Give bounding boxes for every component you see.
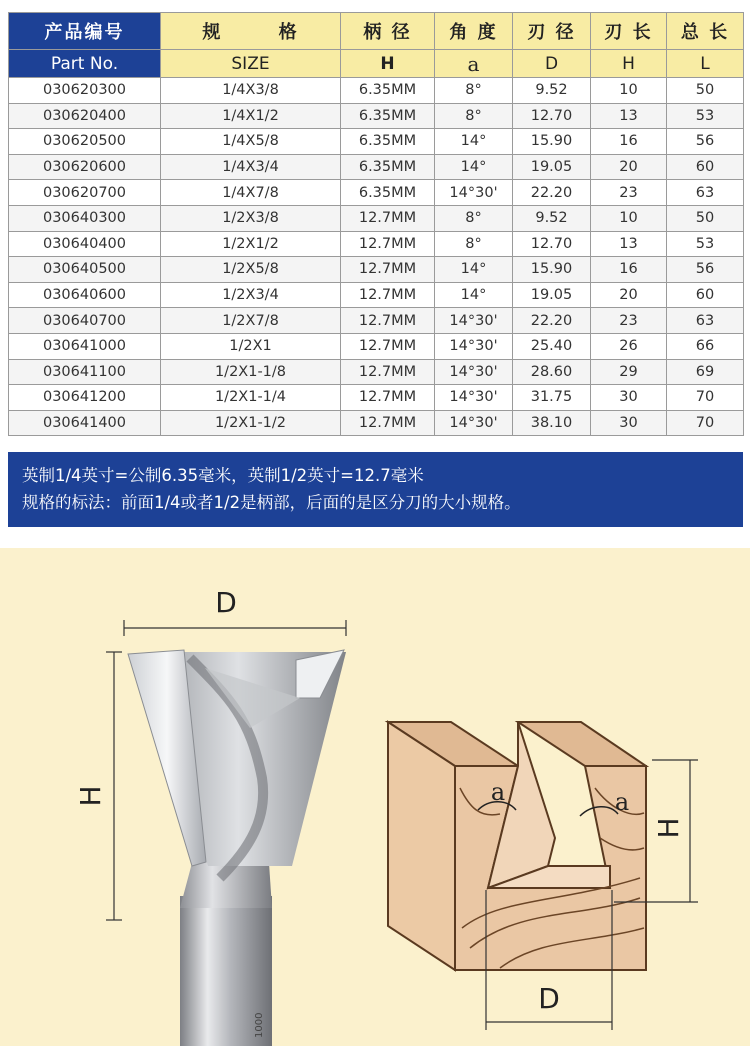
header-cut-diameter: 刃 径 — [513, 13, 591, 50]
illustration-panel — [0, 548, 750, 1046]
header-row — [9, 13, 744, 50]
table-cell: 14°30' — [435, 180, 513, 206]
subheader-angle: a — [435, 50, 513, 78]
table-cell: 12.7MM — [341, 205, 435, 231]
table-cell: 9.52 — [513, 78, 591, 104]
table-cell: 6.35MM — [341, 154, 435, 180]
table-cell: 1/2X1 — [161, 333, 341, 359]
table-cell: 10 — [591, 205, 667, 231]
table-cell: 1/2X3/4 — [161, 282, 341, 308]
table-row — [9, 205, 744, 231]
table-cell: 20 — [591, 282, 667, 308]
table-cell: 14°30' — [435, 359, 513, 385]
table-cell: 6.35MM — [341, 78, 435, 104]
table-cell: 6.35MM — [341, 180, 435, 206]
table-cell: 030641400 — [9, 410, 161, 436]
table-row — [9, 359, 744, 385]
header-overall-length: 总 长 — [667, 13, 744, 50]
table-cell: 030620600 — [9, 154, 161, 180]
table-cell: 16 — [591, 257, 667, 283]
table-cell: 12.7MM — [341, 333, 435, 359]
table-cell: 12.7MM — [341, 385, 435, 411]
subheader-cut-length: H — [591, 50, 667, 78]
table-cell: 20 — [591, 154, 667, 180]
table-cell: 1/4X5/8 — [161, 129, 341, 155]
table-cell: 53 — [667, 103, 744, 129]
table-cell: 030620300 — [9, 78, 161, 104]
table-cell: 6.35MM — [341, 103, 435, 129]
table-cell: 22.20 — [513, 308, 591, 334]
table-cell: 12.70 — [513, 231, 591, 257]
table-cell: 6.35MM — [341, 129, 435, 155]
angle-label-left: a — [490, 778, 506, 806]
table-cell: 14°30' — [435, 385, 513, 411]
table-cell: 69 — [667, 359, 744, 385]
table-cell: 53 — [667, 231, 744, 257]
table-row — [9, 231, 744, 257]
table-cell: 38.10 — [513, 410, 591, 436]
bit-width-label: D — [215, 586, 237, 619]
table-cell: 030640500 — [9, 257, 161, 283]
table-row — [9, 129, 744, 155]
table-cell: 12.70 — [513, 103, 591, 129]
angle-label-right: a — [614, 788, 630, 816]
subheader-row — [9, 50, 744, 78]
table-cell: 66 — [667, 333, 744, 359]
table-cell: 13 — [591, 231, 667, 257]
table-cell: 8° — [435, 205, 513, 231]
table-cell: 14° — [435, 154, 513, 180]
bit-height-label: H — [74, 785, 107, 807]
table-cell: 030640400 — [9, 231, 161, 257]
table-cell: 31.75 — [513, 385, 591, 411]
table-row — [9, 257, 744, 283]
table-row — [9, 282, 744, 308]
table-cell: 15.90 — [513, 129, 591, 155]
table-cell: 12.7MM — [341, 410, 435, 436]
wood-joint-diagram — [388, 722, 698, 1030]
table-cell: 030641100 — [9, 359, 161, 385]
table-cell: 030641200 — [9, 385, 161, 411]
header-angle: 角 度 — [435, 13, 513, 50]
table-cell: 030620500 — [9, 129, 161, 155]
table-row — [9, 333, 744, 359]
table-cell: 63 — [667, 308, 744, 334]
table-row — [9, 103, 744, 129]
table-cell: 23 — [591, 180, 667, 206]
table-row — [9, 385, 744, 411]
table-cell: 60 — [667, 282, 744, 308]
wood-width-label: D — [538, 982, 560, 1015]
table-row — [9, 410, 744, 436]
table-cell: 1/2X1-1/2 — [161, 410, 341, 436]
table-cell: 63 — [667, 180, 744, 206]
spec-table — [8, 12, 744, 436]
table-cell: 14° — [435, 282, 513, 308]
header-cut-length: 刃 长 — [591, 13, 667, 50]
table-cell: 28.60 — [513, 359, 591, 385]
table-cell: 1/2X1-1/4 — [161, 385, 341, 411]
table-cell: 70 — [667, 385, 744, 411]
note-box — [8, 452, 743, 527]
table-cell: 030620700 — [9, 180, 161, 206]
table-cell: 56 — [667, 129, 744, 155]
table-cell: 50 — [667, 78, 744, 104]
table-cell: 14° — [435, 129, 513, 155]
subheader-part-no: Part No. — [9, 50, 161, 78]
note-line-2: 规格的标法：前面1/4或者1/2是柄部，后面的是区分刀的大小规格。 — [22, 493, 521, 512]
header-size: 规 格 — [161, 13, 341, 50]
table-cell: 1/2X5/8 — [161, 257, 341, 283]
table-cell: 030640700 — [9, 308, 161, 334]
table-cell: 30 — [591, 410, 667, 436]
note-line-1: 英制1/4英寸=公制6.35毫米，英制1/2英寸=12.7毫米 — [22, 466, 424, 485]
header-shank: 柄 径 — [341, 13, 435, 50]
table-cell: 23 — [591, 308, 667, 334]
table-cell: 16 — [591, 129, 667, 155]
table-cell: 1/4X7/8 — [161, 180, 341, 206]
svg-text:1000: 1000 — [254, 1012, 265, 1038]
table-cell: 29 — [591, 359, 667, 385]
table-cell: 12.7MM — [341, 282, 435, 308]
table-cell: 8° — [435, 78, 513, 104]
table-cell: 12.7MM — [341, 359, 435, 385]
subheader-shank: H — [341, 50, 435, 78]
table-cell: 14°30' — [435, 333, 513, 359]
wood-side-left — [388, 722, 455, 970]
header-part-no: 产品编号 — [9, 13, 161, 50]
table-cell: 1/4X3/4 — [161, 154, 341, 180]
wood-top-right — [518, 722, 646, 766]
table-cell: 030640300 — [9, 205, 161, 231]
table-cell: 1/2X3/8 — [161, 205, 341, 231]
table-cell: 15.90 — [513, 257, 591, 283]
table-row — [9, 308, 744, 334]
table-cell: 13 — [591, 103, 667, 129]
table-cell: 14° — [435, 257, 513, 283]
table-cell: 8° — [435, 231, 513, 257]
table-cell: 1/2X1-1/8 — [161, 359, 341, 385]
table-cell: 19.05 — [513, 154, 591, 180]
table-cell: 030620400 — [9, 103, 161, 129]
table-cell: 50 — [667, 205, 744, 231]
table-cell: 1/4X1/2 — [161, 103, 341, 129]
router-bit-drawing — [74, 586, 346, 1046]
table-cell: 030640600 — [9, 282, 161, 308]
table-cell: 1/2X1/2 — [161, 231, 341, 257]
table-cell: 12.7MM — [341, 257, 435, 283]
table-cell: 030641000 — [9, 333, 161, 359]
subheader-overall-length: L — [667, 50, 744, 78]
table-cell: 9.52 — [513, 205, 591, 231]
subheader-cut-diameter: D — [513, 50, 591, 78]
table-cell: 8° — [435, 103, 513, 129]
table-cell: 30 — [591, 385, 667, 411]
table-cell: 19.05 — [513, 282, 591, 308]
table-cell: 60 — [667, 154, 744, 180]
wood-height-label: H — [652, 817, 685, 839]
table-cell: 12.7MM — [341, 308, 435, 334]
table-cell: 26 — [591, 333, 667, 359]
table-cell: 56 — [667, 257, 744, 283]
table-cell: 70 — [667, 410, 744, 436]
table-cell: 10 — [591, 78, 667, 104]
table-cell: 14°30' — [435, 410, 513, 436]
table-cell: 25.40 — [513, 333, 591, 359]
table-cell: 22.20 — [513, 180, 591, 206]
table-row — [9, 78, 744, 104]
table-cell: 1/4X3/8 — [161, 78, 341, 104]
table-cell: 1/2X7/8 — [161, 308, 341, 334]
table-cell: 12.7MM — [341, 231, 435, 257]
subheader-size: SIZE — [161, 50, 341, 78]
table-row — [9, 154, 744, 180]
table-cell: 14°30' — [435, 308, 513, 334]
table-row — [9, 180, 744, 206]
